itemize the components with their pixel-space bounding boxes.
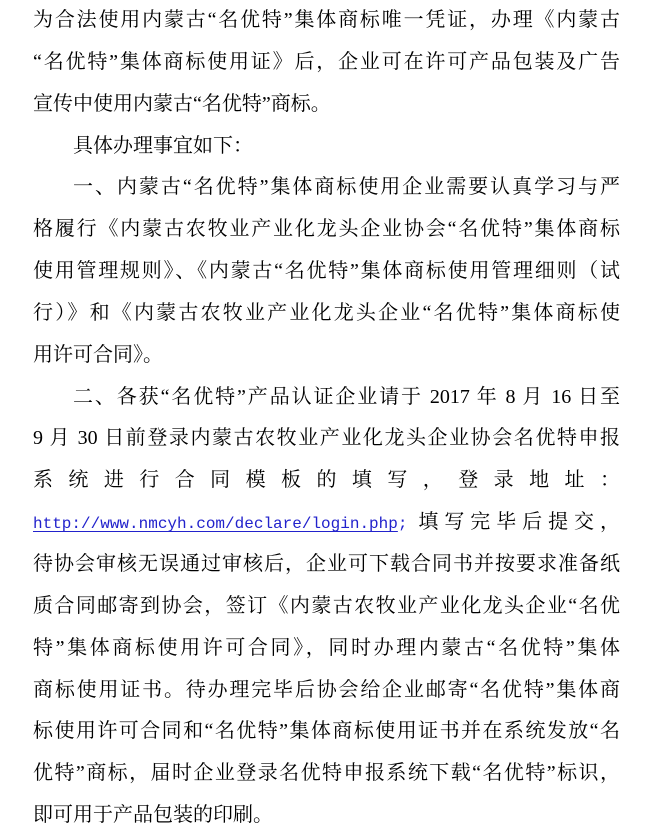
text-line: 一、内蒙古“名优特”集体商标使用企业需要认真学习与严 bbox=[73, 176, 620, 199]
text-line: 用许可合同》。 bbox=[33, 343, 163, 366]
text-line: 质合同邮寄到协会，签订《内蒙古农牧业产业化龙头企业“名优 bbox=[33, 594, 620, 617]
line-text: 填写完毕后提交， bbox=[407, 511, 620, 534]
text-line: 即可用于产品包装的印刷。 bbox=[33, 804, 273, 827]
text-line: 格履行《内蒙古农牧业产业化龙头企业协会“名优特”集体商标 bbox=[33, 218, 620, 241]
text-line: 系统进行合同模板的填写，登录地址： bbox=[33, 469, 620, 492]
text-line: “名优特”集体商标使用证》后，企业可在许可产品包装及广告 bbox=[33, 50, 620, 73]
text-line: 使用管理规则》、《内蒙古“名优特”集体商标使用管理细则（试 bbox=[33, 260, 620, 283]
text-line bbox=[33, 502, 620, 544]
text-line: 具体办理事宜如下： bbox=[73, 134, 253, 157]
text-line: 9 月 30 日前登录内蒙古农牧业产业化龙头企业协会名优特申报 bbox=[33, 427, 620, 450]
text-line: 宣传中使用内蒙古“名优特”商标。 bbox=[33, 92, 331, 115]
document-body bbox=[33, 0, 620, 837]
text-line: 标使用许可合同和“名优特”集体商标使用证书并在系统发放“名 bbox=[33, 720, 620, 743]
text-line: 待协会审核无误通过审核后，企业可下载合同书并按要求准备纸 bbox=[33, 552, 620, 575]
link-semicolon: ; bbox=[397, 515, 408, 534]
text-line: 二、各获“名优特”产品认证企业请于 2017 年 8 月 16 日至 bbox=[73, 385, 620, 408]
text-line: 行）》和《内蒙古农牧业产业化龙头企业“名优特”集体商标使 bbox=[33, 301, 620, 324]
text-line: 商标使用证书。待办理完毕后协会给企业邮寄“名优特”集体商 bbox=[33, 678, 620, 701]
text-line: 优特”商标，届时企业登录名优特申报系统下载“名优特”标识， bbox=[33, 762, 620, 785]
text-line: 特”集体商标使用许可合同》，同时办理内蒙古“名优特”集体 bbox=[33, 636, 620, 659]
text-line: 为合法使用内蒙古“名优特”集体商标唯一凭证，办理《内蒙古 bbox=[33, 9, 620, 31]
declare-login-link[interactable]: http://www.nmcyh.com/declare/login.php bbox=[33, 515, 398, 534]
